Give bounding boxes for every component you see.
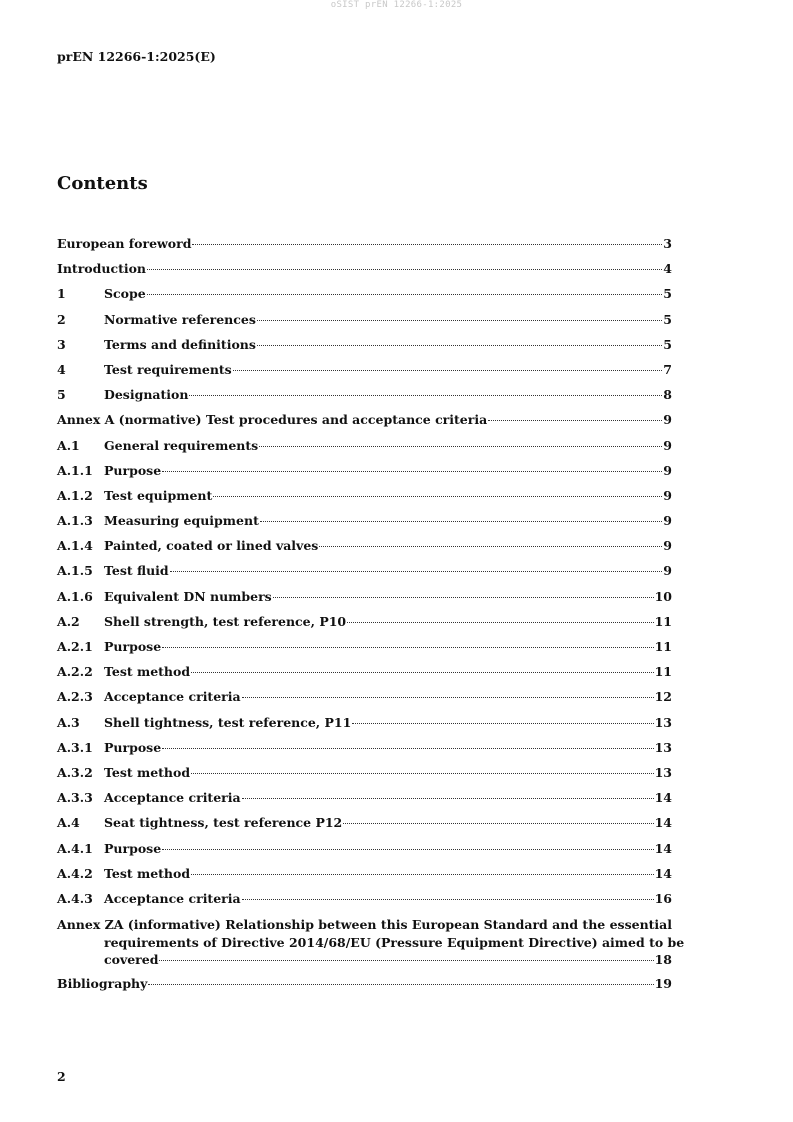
toc-entry-title: Test method — [104, 664, 191, 680]
toc-entry[interactable] — [57, 841, 672, 866]
leader-dots — [162, 748, 653, 749]
toc-entry[interactable] — [57, 689, 672, 714]
toc-entry[interactable] — [57, 790, 672, 815]
toc-entry-title: Annex A (normative) Test procedures and acceptance criteria — [57, 412, 488, 428]
leader-dots — [242, 697, 654, 698]
toc-entry-number: A.4.2 — [57, 865, 93, 881]
toc-entry[interactable] — [57, 362, 672, 387]
toc-entry-title-cont: requirements of Directive 2014/68/EU (Pressure Equipment Directive) aimed to be — [104, 934, 685, 950]
leader-dots — [273, 597, 654, 598]
toc-entry-number: A.4.3 — [57, 890, 93, 906]
toc-entry[interactable] — [57, 261, 672, 286]
leader-dots — [213, 496, 662, 497]
toc-entry[interactable] — [57, 463, 672, 488]
toc-entry-number: 5 — [57, 387, 66, 403]
toc-entry-number: A.1.6 — [57, 588, 93, 604]
toc-entry-page: 14 — [654, 815, 672, 831]
toc-entry-title: General requirements — [104, 437, 259, 453]
leader-dots — [257, 345, 662, 346]
toc-entry[interactable] — [57, 387, 672, 412]
toc-entry-title: Introduction — [57, 261, 147, 277]
toc-entry-page: 9 — [663, 538, 672, 554]
toc-entry-title: Acceptance criteria — [104, 689, 241, 705]
toc-entry-title: Acceptance criteria — [104, 790, 241, 806]
toc-entry-page: 9 — [663, 412, 672, 428]
toc-entry-page: 3 — [663, 236, 672, 251]
toc-entry-title: Scope — [104, 286, 146, 302]
toc-entry-page: 9 — [663, 513, 672, 529]
toc-entry-bibliography[interactable] — [57, 976, 672, 1001]
leader-dots — [147, 294, 663, 295]
toc-entry-title: Purpose — [104, 639, 162, 654]
toc-entry-page: 9 — [663, 462, 672, 478]
leader-dots — [191, 672, 653, 673]
toc-entry-page: 9 — [663, 563, 672, 579]
toc-entry-number: A.1.1 — [57, 462, 93, 478]
leader-dots — [488, 420, 662, 421]
toc-entry-title: Shell strength, test reference, P10 — [104, 613, 347, 629]
toc-entry[interactable] — [57, 538, 672, 563]
leader-dots — [147, 269, 662, 270]
toc-entry[interactable] — [57, 488, 672, 513]
toc-entry-page: 14 — [654, 790, 672, 806]
leader-dots — [170, 571, 663, 572]
leader-dots — [259, 446, 662, 447]
toc-entry-title: Annex ZA (informative) Relationship between this European Standard and the essential — [57, 917, 673, 933]
table-of-contents — [57, 236, 685, 1001]
toc-entry-number: A.3.3 — [57, 790, 93, 806]
toc-entry-number: 2 — [57, 311, 66, 327]
leader-dots — [347, 622, 653, 623]
toc-entry-page: 14 — [654, 865, 672, 881]
leader-dots — [233, 370, 663, 371]
toc-entry[interactable] — [57, 563, 672, 588]
leader-dots — [191, 874, 653, 875]
toc-entry-page: 8 — [663, 387, 672, 403]
toc-entry-title: Painted, coated or lined valves — [104, 538, 319, 554]
toc-entry-title: Seat tightness, test reference P12 — [104, 815, 343, 831]
toc-entry-page: 19 — [654, 975, 672, 991]
toc-entry-title: Designation — [104, 387, 189, 403]
toc-entry-number: A.3 — [57, 714, 80, 730]
watermark: oSIST prEN 12266-1:2025 — [330, 0, 463, 10]
toc-entry-title: Purpose — [104, 739, 162, 755]
toc-entry-number: A.2.2 — [57, 664, 93, 680]
toc-entry-title: Test fluid — [104, 563, 169, 579]
toc-entry-title: Purpose — [104, 462, 162, 478]
toc-entry-number: 3 — [57, 336, 66, 352]
toc-entry-title: Test method — [104, 865, 191, 881]
toc-entry[interactable] — [57, 286, 672, 311]
toc-entry-page: 11 — [654, 664, 672, 680]
toc-entry-page: 14 — [654, 840, 672, 856]
leader-dots — [162, 647, 653, 648]
leader-dots — [242, 899, 654, 900]
toc-entry-title: Terms and definitions — [104, 336, 256, 352]
toc-entry-title: Bibliography — [57, 975, 148, 991]
toc-entry-annex-za[interactable] — [57, 916, 685, 976]
toc-entry-title: European foreword — [57, 236, 192, 251]
leader-dots — [189, 395, 662, 396]
toc-entry[interactable] — [57, 866, 672, 891]
toc-entry-number: A.1.4 — [57, 538, 93, 554]
toc-entry-number: A.3.1 — [57, 739, 93, 755]
toc-entry-page: 13 — [654, 714, 672, 730]
toc-entry-number: 4 — [57, 361, 66, 377]
leader-dots — [162, 849, 653, 850]
toc-entry-page: 12 — [654, 689, 672, 705]
toc-entry-title: Purpose — [104, 840, 162, 856]
leader-dots — [343, 823, 653, 824]
toc-entry[interactable] — [57, 614, 672, 639]
leader-dots — [159, 960, 653, 961]
toc-entry[interactable] — [57, 639, 672, 664]
toc-entry-title: Normative references — [104, 311, 256, 327]
toc-entry-page: 5 — [663, 286, 672, 302]
toc-entry[interactable] — [57, 412, 672, 437]
toc-entry[interactable] — [57, 236, 672, 261]
toc-entry-page: 13 — [654, 739, 672, 755]
page-number: 2 — [57, 1069, 66, 1084]
toc-entry[interactable] — [57, 589, 672, 614]
toc-entry-page: 7 — [663, 361, 672, 377]
toc-entry-page: 13 — [654, 764, 672, 780]
document-id: prEN 12266-1:2025(E) — [57, 49, 216, 64]
toc-entry-page: 9 — [663, 437, 672, 453]
toc-entry[interactable] — [57, 815, 672, 840]
toc-entry[interactable] — [57, 715, 672, 740]
toc-entry[interactable] — [57, 891, 672, 916]
toc-entry-page: 10 — [654, 588, 672, 604]
toc-entry-page: 5 — [663, 336, 672, 352]
toc-entry-title: Acceptance criteria — [104, 890, 241, 906]
toc-entry-page: 5 — [663, 311, 672, 327]
toc-entry-title: Measuring equipment — [104, 513, 259, 529]
toc-entry-number: A.1.5 — [57, 563, 93, 579]
toc-entry-page: 16 — [654, 890, 672, 906]
toc-entry-page: 4 — [663, 261, 672, 277]
leader-dots — [260, 521, 662, 522]
toc-entry-title: Equivalent DN numbers — [104, 588, 272, 604]
leader-dots — [242, 798, 654, 799]
toc-entry-page: 9 — [663, 487, 672, 503]
toc-entry-number: A.1.2 — [57, 487, 93, 503]
leader-dots — [162, 471, 662, 472]
contents-heading: Contents — [57, 173, 148, 194]
toc-entry[interactable] — [57, 513, 672, 538]
leader-dots — [148, 984, 653, 985]
toc-entry-number: A.4.1 — [57, 840, 93, 856]
toc-entry-number: 1 — [57, 286, 66, 302]
toc-entry[interactable] — [57, 664, 672, 689]
toc-entry-number: A.1.3 — [57, 513, 93, 529]
toc-entry[interactable] — [57, 438, 672, 463]
toc-entry-number: A.2.1 — [57, 639, 93, 654]
leader-dots — [192, 244, 662, 245]
leader-dots — [352, 723, 653, 724]
toc-entry-title: Test requirements — [104, 361, 232, 377]
leader-dots — [191, 773, 653, 774]
leader-dots — [319, 546, 662, 547]
toc-entry-number: A.1 — [57, 437, 80, 453]
toc-entry-number: A.3.2 — [57, 764, 93, 780]
leader-dots — [257, 320, 662, 321]
toc-entry-title: Shell tightness, test reference, P11 — [104, 714, 352, 730]
toc-entry-number: A.2 — [57, 613, 80, 629]
toc-entry[interactable] — [57, 740, 672, 765]
toc-entry-number: A.2.3 — [57, 689, 93, 705]
toc-entry-page: 18 — [654, 952, 672, 968]
toc-entry[interactable] — [57, 337, 672, 362]
toc-entry-page: 11 — [654, 613, 672, 629]
toc-entry[interactable] — [57, 765, 672, 790]
toc-entry[interactable] — [57, 312, 672, 337]
toc-entry-page: 11 — [654, 639, 672, 654]
toc-entry-title: Test method — [104, 764, 191, 780]
toc-entry-number: A.4 — [57, 815, 80, 831]
toc-entry-title: Test equipment — [104, 487, 213, 503]
toc-entry-title-cont: covered — [104, 952, 159, 968]
